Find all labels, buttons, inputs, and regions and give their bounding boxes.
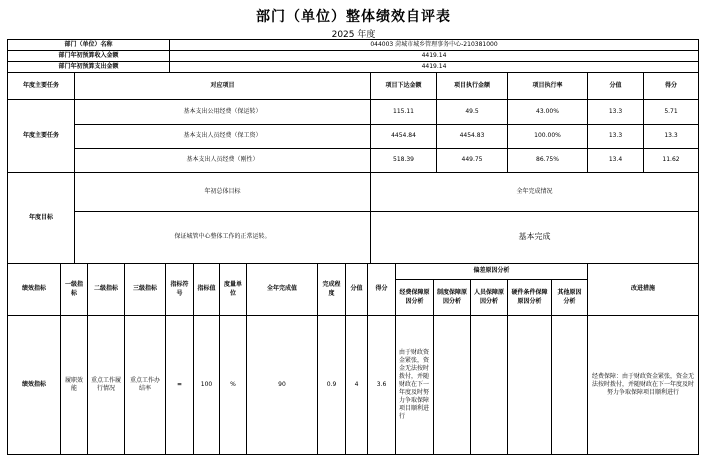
task-row-project: 基本支出人员经费（刚性） bbox=[74, 148, 371, 173]
tasks-header-label: 年度主要任务 bbox=[7, 72, 75, 100]
ind-col-actual: 全年完成值 bbox=[246, 263, 318, 316]
ind-row-hardware-reason bbox=[507, 315, 552, 455]
ind-row-degree: 0.9 bbox=[317, 315, 346, 455]
income-value: 4419.14 bbox=[169, 50, 699, 62]
tasks-col-rate: 项目执行率 bbox=[507, 72, 588, 100]
ind-row-level2: 重点工作履行情况 bbox=[87, 315, 125, 455]
ind-row-value: 100 bbox=[193, 315, 220, 455]
goals-section-label: 年度目标 bbox=[7, 172, 75, 264]
ind-row-symbol: = bbox=[165, 315, 194, 455]
ind-col-unit: 度量单位 bbox=[219, 263, 247, 316]
task-row-weight: 13.3 bbox=[587, 124, 644, 149]
report-year: 2025 年度 bbox=[331, 30, 376, 40]
ind-row-weight: 4 bbox=[345, 315, 368, 455]
ind-col-dev-hardware: 硬件条件保障原因分析 bbox=[507, 279, 552, 316]
ind-col-dev-other: 其他原因分析 bbox=[551, 279, 588, 316]
task-row-score: 5.71 bbox=[643, 99, 699, 125]
goals-plan-text: 保证城管中心整体工作的正常运转。 bbox=[74, 211, 371, 264]
tasks-col-executed: 项目执行金额 bbox=[436, 72, 508, 100]
tasks-col-weight: 分值 bbox=[587, 72, 644, 100]
ind-col-dev-system: 制度保障原因分析 bbox=[433, 279, 471, 316]
ind-row-staff-reason bbox=[470, 315, 508, 455]
task-row-allocated: 518.39 bbox=[370, 148, 437, 173]
ind-row-other-reason bbox=[551, 315, 588, 455]
goals-done-header: 全年完成情况 bbox=[370, 172, 699, 212]
tasks-section-label: 年度主要任务 bbox=[7, 99, 75, 173]
task-row-executed: 4454.83 bbox=[436, 124, 508, 149]
ind-col-label: 绩效指标 bbox=[7, 263, 61, 316]
ind-row-label: 绩效指标 bbox=[7, 315, 61, 455]
ind-col-weight: 分值 bbox=[345, 263, 368, 316]
dept-name-value: 044003 菏城市城乡管理事务中心-210381000 bbox=[169, 39, 699, 51]
ind-col-dev-staff: 人员保障原因分析 bbox=[470, 279, 508, 316]
ind-row-improve: 经费保障：由于财政资金紧张，资金无法按时拨付，并随财政在下一年度及时努力争取保障项目顺利进行 bbox=[587, 315, 699, 455]
ind-row-level3: 重点工作办结率 bbox=[124, 315, 166, 455]
ind-col-level1: 一级指标 bbox=[60, 263, 88, 316]
task-row-rate: 86.75% bbox=[507, 148, 588, 173]
ind-row-unit: % bbox=[219, 315, 247, 455]
ind-col-dev-funding: 经费保障原因分析 bbox=[395, 279, 434, 316]
task-row-score: 11.62 bbox=[643, 148, 699, 173]
goals-plan-header: 年初总体目标 bbox=[74, 172, 371, 212]
ind-row-level1: 履职效能 bbox=[60, 315, 88, 455]
task-row-executed: 49.5 bbox=[436, 99, 508, 125]
ind-col-score: 得分 bbox=[367, 263, 396, 316]
tasks-col-allocated: 项目下达金额 bbox=[370, 72, 437, 100]
ind-row-score: 3.6 bbox=[367, 315, 396, 455]
ind-col-symbol: 指标符号 bbox=[165, 263, 194, 316]
task-row-rate: 100.00% bbox=[507, 124, 588, 149]
task-row-weight: 13.4 bbox=[587, 148, 644, 173]
task-row-weight: 13.3 bbox=[587, 99, 644, 125]
dept-name-label: 部门（单位）名称 bbox=[7, 39, 170, 51]
task-row-executed: 449.75 bbox=[436, 148, 508, 173]
ind-col-value: 指标值 bbox=[193, 263, 220, 316]
task-row-rate: 43.00% bbox=[507, 99, 588, 125]
task-row-project: 基本支出人员经费（保工资） bbox=[74, 124, 371, 149]
ind-row-funding-reason: 由于财政资金紧张，资金无法按时拨付，并随财政在下一年度及时努力争取保障项目顺利进行 bbox=[395, 315, 434, 455]
ind-row-actual: 90 bbox=[246, 315, 318, 455]
task-row-allocated: 115.11 bbox=[370, 99, 437, 125]
tasks-col-score: 得分 bbox=[643, 72, 699, 100]
task-row-score: 13.3 bbox=[643, 124, 699, 149]
expense-value: 4419.14 bbox=[169, 61, 699, 73]
ind-col-improve: 改进措施 bbox=[587, 263, 699, 316]
task-row-project: 基本支出公用经费（保运转） bbox=[74, 99, 371, 125]
income-label: 部门年初预算收入金额 bbox=[7, 50, 170, 62]
ind-col-deviation: 偏差原因分析 bbox=[395, 263, 588, 280]
task-row-allocated: 4454.84 bbox=[370, 124, 437, 149]
ind-row-system-reason bbox=[433, 315, 471, 455]
tasks-col-project: 对应项目 bbox=[74, 72, 371, 100]
page-title: 部门（单位）整体绩效自评表 bbox=[256, 9, 451, 25]
ind-col-level3: 三级指标 bbox=[124, 263, 166, 316]
expense-label: 部门年初预算支出金额 bbox=[7, 61, 170, 73]
ind-col-degree: 完成程度 bbox=[317, 263, 346, 316]
goals-done-text: 基本完成 bbox=[370, 211, 699, 264]
ind-col-level2: 二级指标 bbox=[87, 263, 125, 316]
